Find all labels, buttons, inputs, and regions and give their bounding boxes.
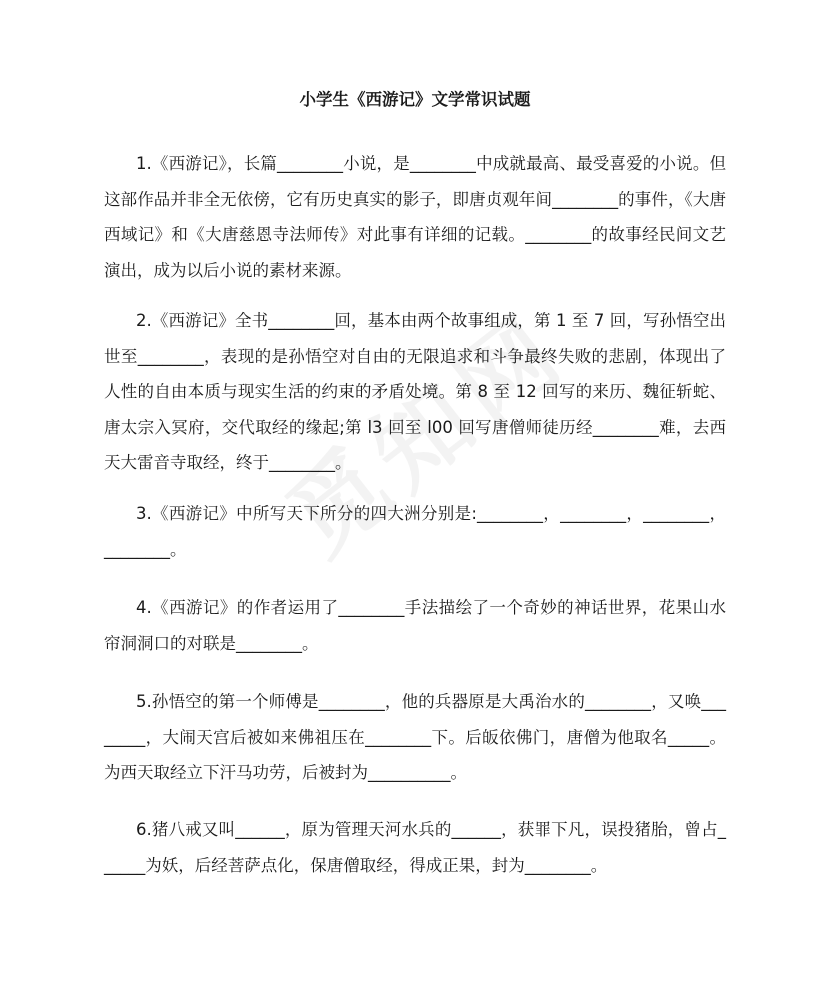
- page-title: 小学生《西游记》文学常识试题: [299, 90, 531, 109]
- question-3: 3.《西游记》中所写天下所分的四大洲分别是:________，________，________，________。: [104, 504, 726, 559]
- question-1: 1.《西游记》，长篇________小说，是________中成就最高、最受喜爱的小说。但这部作品并非全无依傍，它有历史真实的影子，即唐贞观年间________的事件，《大唐西域记》和《大唐慈恩寺法师传》对此事有详细的记载。________的故事经民间文艺演出，成为以后小说的素材来源。: [104, 154, 726, 280]
- question-2: 2.《西游记》全书________回，基本由两个故事组成，第 1 至 7 回，写孙悟空出世至________，表现的是孙悟空对自由的无限追求和斗争最终失败的悲剧，体现出了人性的自由本质与现实生活的约束的矛盾处境。第 8 至 12 回写的来历、魏征斩蛇、唐太宗入冥府，交代取经的缘起;第 l3 回至 l00 回写唐僧师徒历经________难，去西天大雷音寺取经，终于________。: [104, 311, 726, 472]
- question-5: 5.孙悟空的第一个师傅是________，他的兵器原是大禹治水的________，又唤________，大闹天宫后被如来佛祖压在________下。后皈依佛门，唐僧为他取名_____。为西天取经立下汗马功劳，后被封为__________。: [104, 692, 726, 782]
- question-4: 4.《西游记》的作者运用了________手法描绘了一个奇妙的神话世界，花果山水帘洞洞口的对联是________。: [104, 598, 726, 653]
- question-6: 6.猪八戒又叫______，原为管理天河水兵的______，获罪下凡，误投猪胎，曾占______为妖，后经菩萨点化，保唐僧取经，得成正果，封为________。: [104, 820, 726, 875]
